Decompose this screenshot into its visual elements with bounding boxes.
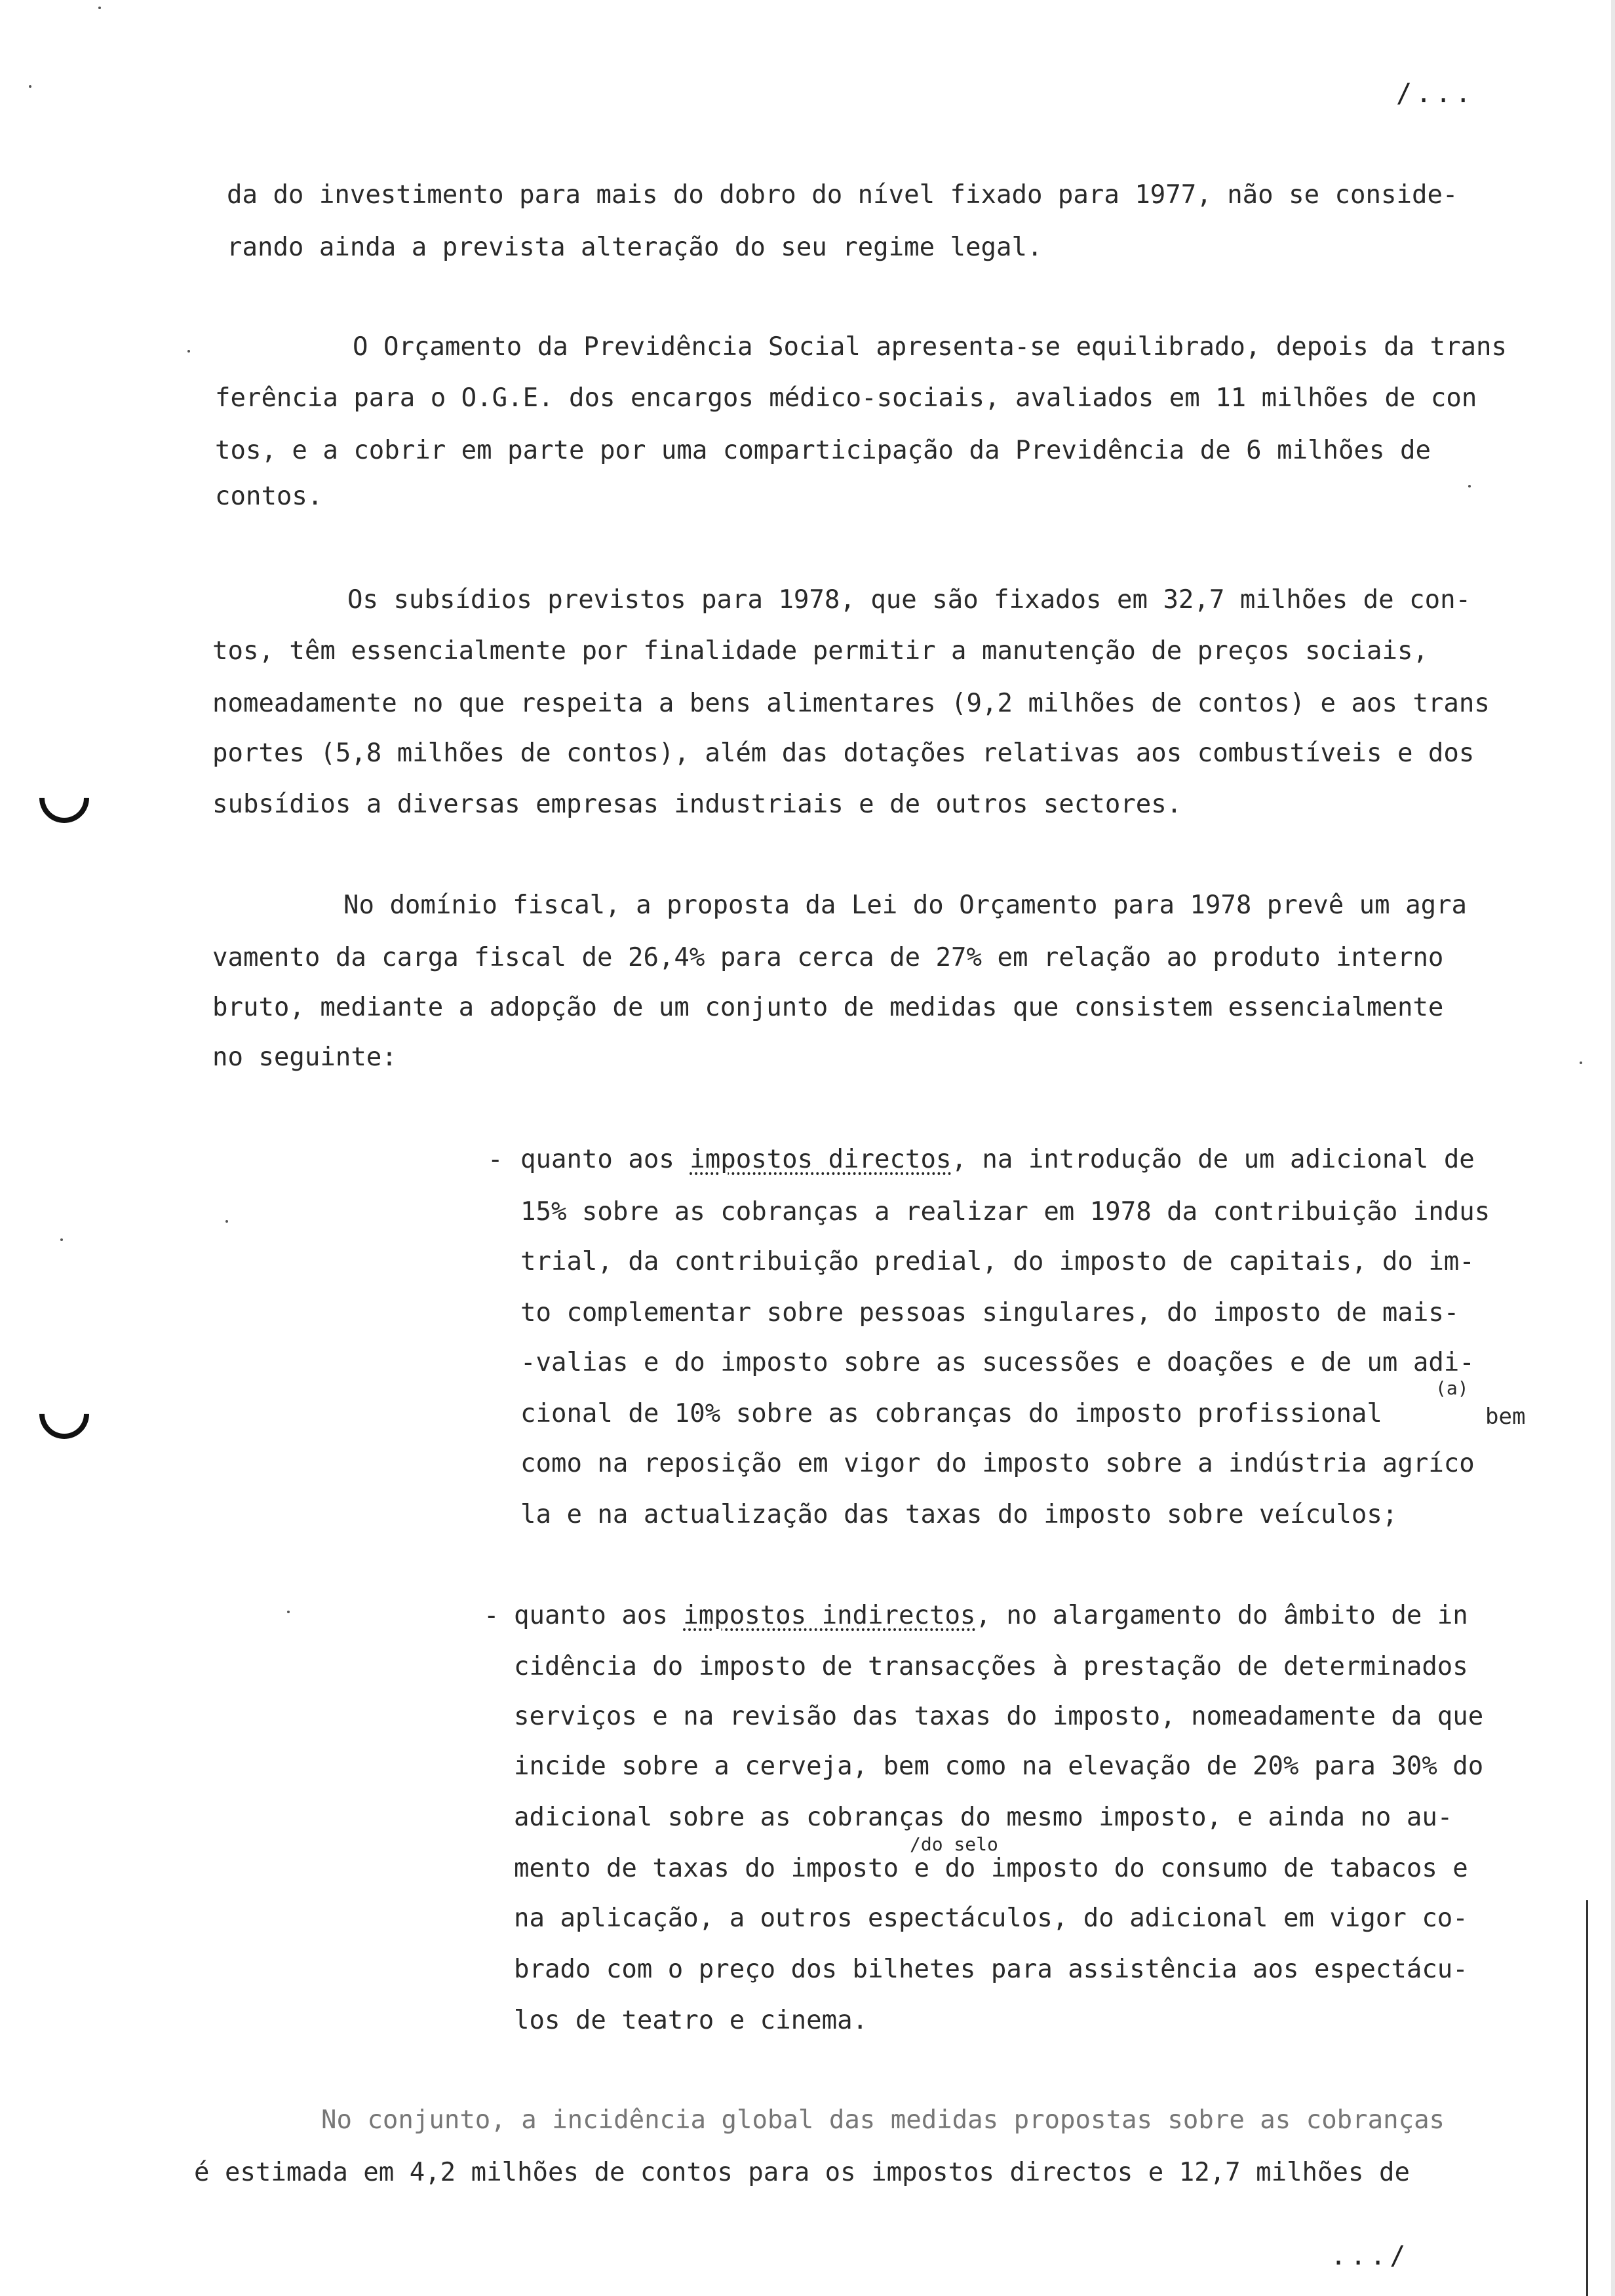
binder-hole-top xyxy=(29,763,99,833)
text-line: bruto, mediante a adopção de um conjunto de medidas que consistem essencialmente xyxy=(212,993,1444,1022)
text-line: mento de taxas do imposto e do imposto do consumo de tabacos e xyxy=(514,1854,1468,1883)
paper-edge xyxy=(1611,0,1615,2296)
stray-mark xyxy=(1580,1062,1582,1064)
text-line: No conjunto, a incidência global das medidas propostas sobre as cobranças xyxy=(321,2105,1445,2135)
text-line: trial, da contribuição predial, do imposto de capitais, do im- xyxy=(520,1247,1475,1276)
text-line: ferência para o O.G.E. dos encargos médico-sociais, avaliados em 11 milhões de con xyxy=(215,383,1477,413)
text-line: 15% sobre as cobranças a realizar em 1978 da contribuição indus xyxy=(520,1197,1490,1227)
footnote-mark: (a) xyxy=(1435,1377,1469,1399)
text-line: portes (5,8 milhões de contos), além das dotações relativas aos combustíveis e dos xyxy=(212,738,1475,768)
text-fragment: quanto aos xyxy=(514,1601,684,1630)
bullet-dash: - xyxy=(488,1145,503,1174)
underlined-term: impostos indirectos xyxy=(683,1601,976,1630)
continuation-marker-bottom: .../ xyxy=(1331,2241,1410,2271)
text-line: na aplicação, a outros espectáculos, do adicional em vigor co- xyxy=(514,1904,1468,1933)
binder-hole-bottom xyxy=(29,1379,99,1449)
text-line: No domínio fiscal, a proposta da Lei do Orçamento para 1978 prevê um agra xyxy=(343,890,1468,920)
text-line: brado com o preço dos bilhetes para assistência aos espectácu- xyxy=(514,1955,1468,1984)
text-fragment: , na introdução de um adicional de xyxy=(951,1145,1475,1174)
text-line: serviços e na revisão das taxas do imposto, nomeadamente da que xyxy=(514,1702,1484,1731)
text-line: Os subsídios previstos para 1978, que são fixados em 32,7 milhões de con- xyxy=(347,585,1471,615)
text-line: tos, têm essencialmente por finalidade permitir a manutenção de preços sociais, xyxy=(212,636,1428,666)
text-line: cional de 10% sobre as cobranças do imposto profissional xyxy=(520,1399,1382,1428)
text-line: como na reposição em vigor do imposto sobre a indústria agríco xyxy=(520,1449,1475,1478)
stray-mark xyxy=(287,1611,290,1613)
stray-mark xyxy=(187,350,190,353)
underlined-term: impostos directos xyxy=(690,1145,952,1174)
text-line: da do investimento para mais do dobro do nível fixado para 1977, não se conside- xyxy=(227,180,1458,210)
text-line: no seguinte: xyxy=(212,1043,397,1072)
text-line: los de teatro e cinema. xyxy=(514,2006,868,2035)
stray-mark xyxy=(60,1238,63,1241)
text-line: la e na actualização das taxas do imposto sobre veículos; xyxy=(520,1500,1398,1529)
paper-edge-line xyxy=(1586,1900,1588,2296)
text-line: adicional sobre as cobranças do mesmo imposto, e ainda no au- xyxy=(514,1803,1453,1832)
text-fragment: quanto aos xyxy=(520,1145,690,1174)
text-line: rando ainda a prevista alteração do seu regime legal. xyxy=(227,233,1043,262)
text-line: O Orçamento da Previdência Social apresenta-se equilibrado, depois da trans xyxy=(353,332,1507,362)
text-line: tos, e a cobrir em parte por uma comparticipação da Previdência de 6 milhões de xyxy=(215,436,1431,465)
bullet-first-line xyxy=(520,1141,1475,1178)
stray-mark xyxy=(29,85,31,88)
stray-mark xyxy=(1468,485,1471,488)
text-line: contos. xyxy=(215,482,323,511)
text-fragment: , no alargamento do âmbito de in xyxy=(975,1601,1468,1630)
text-line: to complementar sobre pessoas singulares, do imposto de mais- xyxy=(520,1298,1460,1328)
text-line: subsídios a diversas empresas industriais e de outros sectores. xyxy=(212,790,1182,819)
continuation-marker-top: /... xyxy=(1396,79,1475,109)
text-line: é estimada em 4,2 milhões de contos para os impostos directos e 12,7 milhões de xyxy=(194,2158,1410,2187)
stray-mark xyxy=(225,1220,228,1223)
text-line: nomeadamente no que respeita a bens alimentares (9,2 milhões de contos) e aos trans xyxy=(212,689,1490,718)
text-line: incide sobre a cerveja, bem como na elevação de 20% para 30% do xyxy=(514,1751,1484,1781)
text-fragment: bem xyxy=(1485,1404,1526,1430)
bullet-first-line xyxy=(514,1598,1468,1634)
bullet-dash: - xyxy=(484,1601,499,1630)
text-line: -valias e do imposto sobre as sucessões e doações e de um adi- xyxy=(520,1348,1475,1377)
text-line: vamento da carga fiscal de 26,4% para cerca de 27% em relação ao produto interno xyxy=(212,943,1444,972)
text-line: cidência do imposto de transacções à prestação de determinados xyxy=(514,1652,1468,1681)
stray-mark xyxy=(98,7,101,9)
handwritten-insertion: /do selo xyxy=(910,1833,998,1855)
